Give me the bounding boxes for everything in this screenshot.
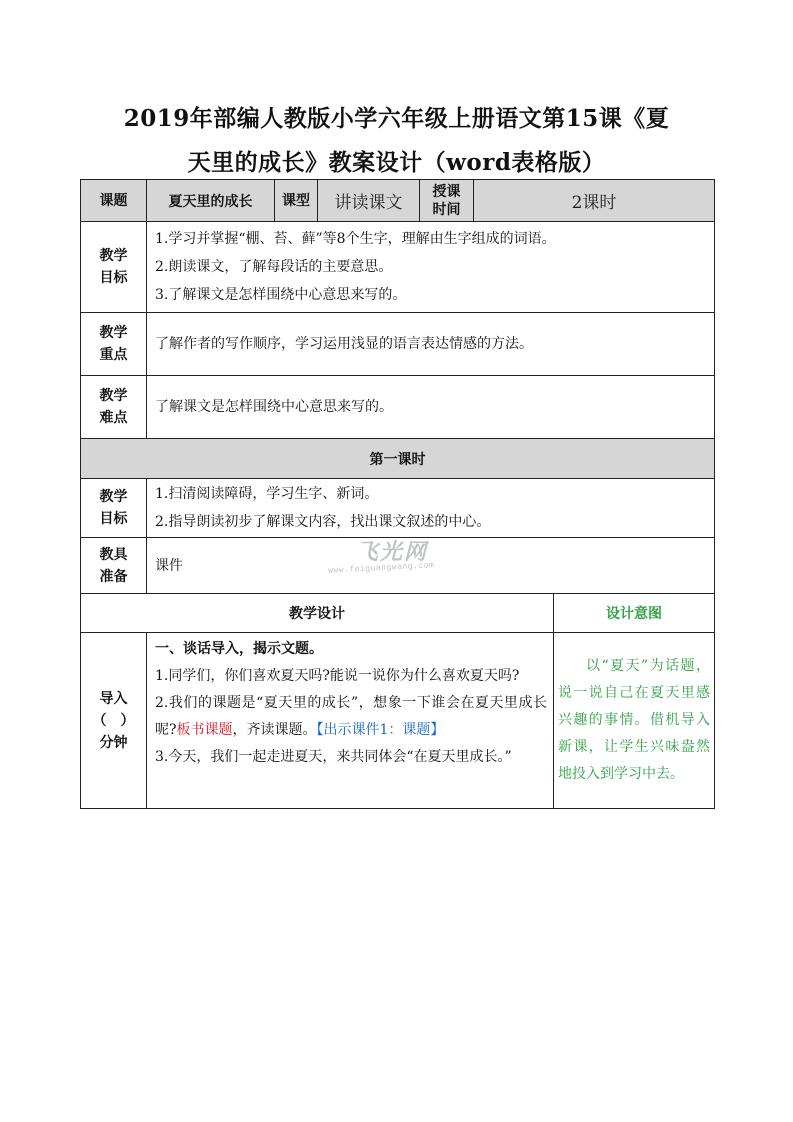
- tools-label-line-1: 教具: [99, 546, 128, 563]
- difficulties-label: [81, 376, 147, 439]
- lesson-plan-table: [80, 179, 715, 809]
- difficulties-row: [81, 376, 715, 439]
- lesson1-heading: 第一课时: [81, 439, 715, 479]
- design-header-row: [81, 594, 715, 633]
- watermark-logo-text: 飞光网: [356, 540, 429, 565]
- time-label-line-1: 授课: [432, 183, 461, 200]
- type-value: 讲读课文: [318, 180, 420, 222]
- tools-value: 课件: [147, 538, 715, 594]
- difficulties-label-line-1: 教学: [99, 388, 128, 404]
- intro-section-row: [81, 633, 715, 809]
- intro-paragraph-2-text: 2.我们的课题是“夏天里的成长”，想象一下谁会在夏天里成长呢?: [155, 695, 547, 738]
- goals-label-line-1: 教学: [99, 248, 128, 264]
- lesson1-heading-row: [81, 439, 715, 479]
- topic-label: 课题: [81, 180, 147, 222]
- difficulties-label-line-2: 难点: [99, 410, 128, 426]
- intent-column-header: 设计意图: [554, 594, 715, 633]
- time-value: 2课时: [474, 180, 715, 222]
- key-points-label: [81, 313, 147, 376]
- time-label-line-2: 时间: [432, 201, 461, 218]
- goals-label-line-2: 目标: [99, 270, 128, 286]
- intro-design-content: [147, 633, 554, 809]
- watermark-url: www.feiguangwang.com: [327, 560, 435, 575]
- difficulties-text: 了解课文是怎样围绕中心意思来写的。: [147, 376, 715, 439]
- type-label: 课型: [275, 180, 318, 222]
- goals-label: [81, 222, 147, 313]
- lesson1-goals-row: [81, 479, 715, 538]
- design-column-header: 教学设计: [81, 594, 554, 633]
- goals-content: [147, 222, 715, 313]
- intro-paragraph-2-cont: ，齐读课题。: [232, 722, 317, 738]
- intro-section-label: [81, 633, 147, 809]
- lesson1-goals-label: [81, 479, 147, 538]
- lesson1-goal-item: 2.指导朗读初步了解课文内容，找出课文叙述的中心。: [155, 514, 491, 530]
- goals-row: [81, 222, 715, 313]
- board-title-note: 板书课题: [176, 722, 233, 738]
- intro-paragraph-2: [155, 690, 547, 744]
- tools-label: [81, 538, 147, 594]
- goal-item: 2.朗读课文，了解每段话的主要意思。: [155, 259, 393, 275]
- document-title-line-2: 天里的成长》教案设计（word表格版）: [187, 149, 606, 176]
- lesson1-goals-content: [147, 479, 715, 538]
- header-row: [81, 180, 715, 222]
- intro-intent-text: 以“夏天”为话题，说一说自己在夏天里感兴趣的事情。借机导入新课，让学生兴味盎然地投入到学习中去。: [554, 633, 715, 809]
- intro-heading: 一、谈话导入，揭示文题。: [155, 641, 323, 657]
- intro-paragraph-1: 1.同学们，你们喜欢夏天吗?能说一说你为什么喜欢夏天吗?: [155, 668, 520, 684]
- intro-paragraph-3: 3.今天，我们一起走进夏天，来共同体会“在夏天里成长。”: [155, 749, 512, 765]
- goal-item: 3.了解课文是怎样围绕中心意思来写的。: [155, 287, 407, 303]
- lesson1-goals-label-line-1: 教学: [99, 489, 128, 505]
- intro-label-line-1: 导入: [99, 690, 128, 707]
- key-points-text: 了解作者的写作顺序，学习运用浅显的语言表达情感的方法。: [147, 313, 715, 376]
- key-points-label-line-2: 重点: [99, 347, 128, 363]
- tools-label-line-2: 准备: [99, 568, 128, 585]
- topic-value: 夏天里的成长: [147, 180, 275, 222]
- lesson1-goal-item: 1.扫清阅读障碍，学习生字、新词。: [155, 486, 379, 502]
- time-label: [420, 180, 474, 222]
- lesson1-goals-label-line-2: 目标: [99, 511, 128, 527]
- courseware-note: 【出示课件1：课题】: [316, 722, 445, 738]
- key-points-row: [81, 313, 715, 376]
- key-points-label-line-1: 教学: [99, 325, 128, 341]
- intro-label-line-2: （ ）: [92, 712, 135, 729]
- intro-label-line-3: 分钟: [99, 734, 128, 751]
- tools-row: [81, 538, 715, 594]
- document-title-line-1: 2019年部编人教版小学六年级上册语文第15课《夏: [123, 105, 670, 132]
- goal-item: 1.学习并掌握“棚、苔、藓”等8个生字，理解由生字组成的词语。: [155, 231, 556, 247]
